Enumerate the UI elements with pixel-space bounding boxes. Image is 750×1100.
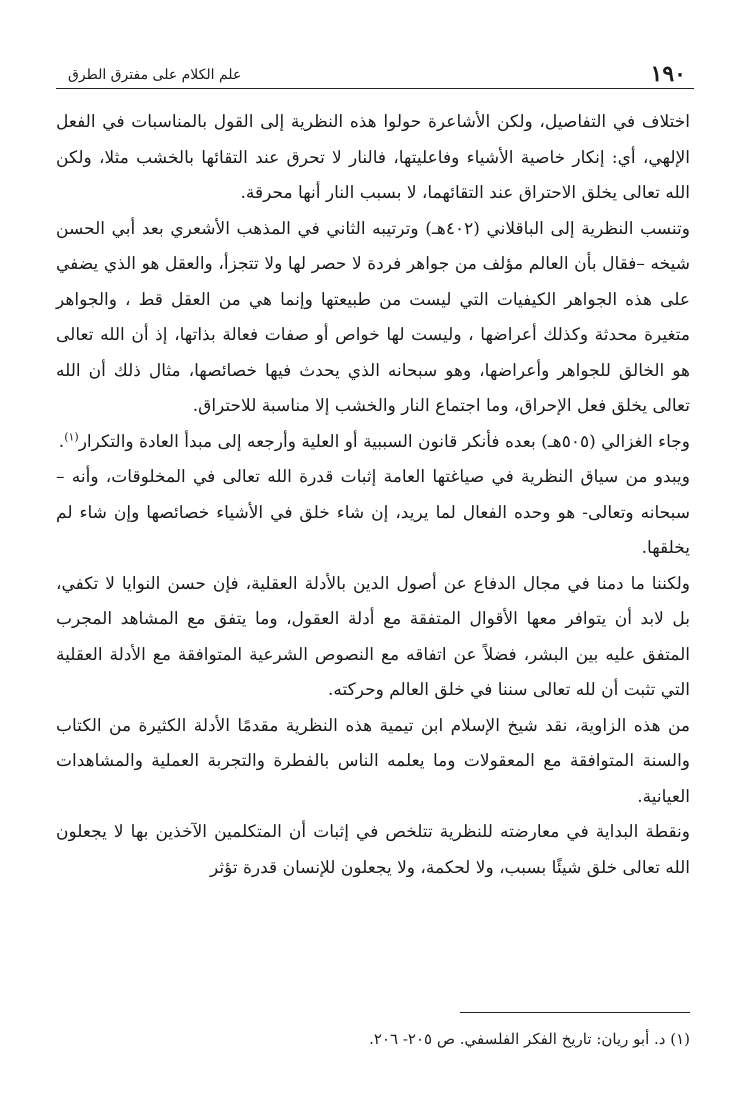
page-number: ١٩٠ [650, 61, 686, 87]
paragraph-5: ولكننا ما دمنا في مجال الدفاع عن أصول الدين بالأدلة العقلية، فإن حسن النوايا لا تكفي، بل لابد أن يتوافر معها الأقوال المتفقة مع أدلة العقول، وما يتفق مع المشاهد المجرب المتفق عليه بين البشر، فضلاً عن اتفاقه مع النصوص الشرعية المتوافقة مع الأدلة العقلية التي تثبت أن لله تعالى سننا في خلق العالم وحركته. [56, 573, 690, 700]
running-title: علم الكلام على مفترق الطرق [68, 67, 242, 83]
footnote-rule [460, 1012, 690, 1013]
paragraph-3 [56, 425, 690, 461]
paragraph-4: ويبدو من سياق النظرية في صياغتها العامة إثبات قدرة الله تعالى في المخلوقات، وأنه –سبحانه وتعالى- هو وحده الفعال لما يريد، إن شاء خلق في الأشياء خصائصها وإن شاء لم يخلقها. [56, 467, 690, 558]
page-header [60, 60, 690, 90]
paragraph-7: ونقطة البداية في معارضته للنظرية تتلخص في إثبات أن المتكلمين الآخذين بها لا يجعلون الله تعالى خلق شيئًا بسبب، ولا لحكمة، ولا يجعلون للإنسان قدرة تؤثر [56, 822, 690, 878]
header-rule [56, 88, 694, 89]
paragraph-3-text: وجاء الغزالي (٥٠٥هـ) بعده فأنكر قانون السببية أو العلية وأرجعه إلى مبدأ العادة والتكرار [78, 431, 690, 452]
footnote-reference[interactable]: (١) [64, 429, 79, 443]
footnote: (١) د. أبو ريان: تاريخ الفكر الفلسفي. ص ٢٠٥- ٢٠٦. [369, 1030, 690, 1048]
paragraph-6: من هذه الزاوية، نقد شيخ الإسلام ابن تيمية هذه النظرية مقدمًا الأدلة الكثيرة من الكتاب والسنة المتوافقة مع المعقولات وما يعلمه الناس بالفطرة والتجربة العملية والمشاهدات العيانية. [56, 715, 690, 807]
body-text [56, 105, 690, 886]
paragraph-1: اختلاف في التفاصيل، ولكن الأشاعرة حولوا هذه النظرية إلى القول بالمناسبات في الفعل الإلهي، أي: إنكار خاصية الأشياء وفاعليتها، فالنار لا تحرق عند التقائها بالخشب مثلا، ولكن الله تعالى يخلق الاحتراق عند التقائهما، لا بسبب النار أنها محرقة. [56, 112, 690, 203]
paragraph-3-end: . [58, 431, 65, 452]
paragraph-2: وتنسب النظرية إلى الباقلاني (٤٠٢هـ) وترتيبه الثاني في المذهب الأشعري بعد أبي الحسن شيخه –فقال بأن العالم مؤلف من جواهر فردة لا حصر لها ولا تتجزأ، والعقل هو الذي يضفي على هذه الجواهر الكيفيات التي ليست من طبيعتها وإنما هي من العقل قط ، والجواهر متغيرة محدثة وكذلك أعراضها ، وليست لها خواص أو صفات فعالة بذاتها، إذ أن الله تعالى هو الخالق للجواهر وأعراضها، وهو سبحانه الذي يحدث فيها خصائصها، مثال ذلك أن الله تعالى يخلق فعل الإحراق، وما اجتماع النار والخشب إلا مناسبة للاحتراق. [56, 218, 690, 416]
